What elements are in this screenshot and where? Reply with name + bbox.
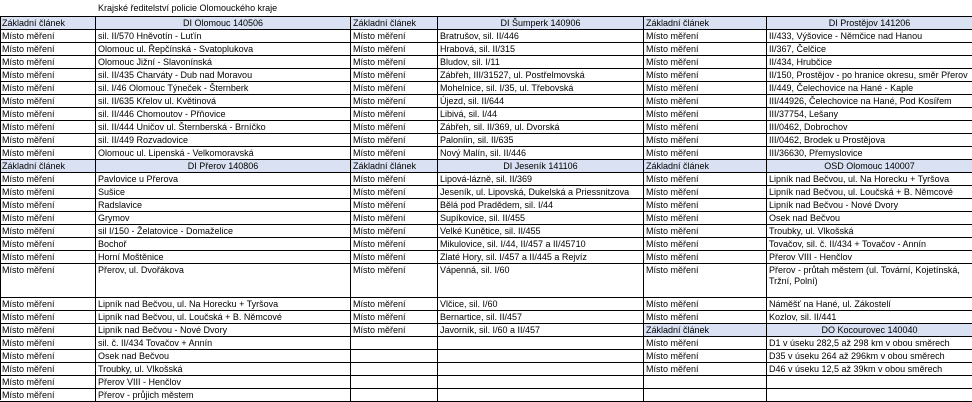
olomouc-location[interactable]: Olomouc ul. Řepčínská - Svatoplukova (96, 43, 351, 56)
prostejov-location[interactable]: III/36630, Přemyslovice (767, 147, 972, 160)
prostejov-location[interactable]: III/44926, Čelechovice na Hané, Pod Kosířem (767, 95, 972, 108)
kocourovec-location[interactable]: D1 v úseku 282,5 až 298 km v obou směrech (767, 337, 972, 350)
olomouc-point-label[interactable]: Místo měření (0, 69, 96, 82)
jesenik-point-label[interactable]: Místo měření (351, 298, 438, 311)
prostejov-point-label[interactable]: Místo měření (644, 121, 767, 134)
prostejov-location[interactable]: II/150, Prostějov - po hranice okresu, směr Přerov (767, 69, 972, 82)
jesenik-point-label[interactable]: Místo měření (351, 324, 438, 337)
sumperk-location[interactable]: Bludov, sil. I/11 (438, 56, 644, 69)
prerov-location[interactable]: Přerov - průjich městem (96, 389, 351, 402)
sumperk-point-label[interactable]: Místo měření (351, 95, 438, 108)
jesenik-point-label[interactable]: Místo měření (351, 186, 438, 199)
empty-cell[interactable] (351, 350, 438, 363)
prerov-point-label[interactable]: Místo měření (0, 389, 96, 402)
prerov-location[interactable]: sil. č. II/434 Tovačov + Annín (96, 337, 351, 350)
prostejov-point-label[interactable]: Místo měření (644, 95, 767, 108)
prostejov-point-label[interactable]: Místo měření (644, 30, 767, 43)
prerov-location[interactable]: Lipník nad Bečvou, ul. Loučská + B. Němcové (96, 311, 351, 324)
osd-point-label[interactable]: Místo měření (644, 251, 767, 264)
kocourovec-point-label[interactable]: Místo měření (644, 350, 767, 363)
osd-point-label[interactable]: Místo měření (644, 212, 767, 225)
jesenik-header[interactable]: DI Jeseník 141106 (438, 160, 644, 173)
sumperk-point-label[interactable]: Místo měření (351, 56, 438, 69)
kocourovec-point-label[interactable]: Místo měření (644, 363, 767, 376)
osd-location[interactable]: Lipník nad Bečvou, ul. Na Horecku + Tyršova (767, 173, 972, 186)
prerov-point-label[interactable]: Místo měření (0, 212, 96, 225)
sumperk-location[interactable]: Paloníin, sil. II/635 (438, 134, 644, 147)
olomouc-location[interactable]: sil. I/46 Olomouc Týneček - Šternberk (96, 82, 351, 95)
prerov-location[interactable]: Sušice (96, 186, 351, 199)
prostejov-type-label[interactable]: Základní článek (644, 17, 767, 30)
kocourovec-location[interactable]: D35 v úseku 264 až 296km v obou směrech (767, 350, 972, 363)
sumperk-location[interactable]: Libivá, sil. I/44 (438, 108, 644, 121)
prerov-location[interactable]: Přerov, ul. Dvořákova (96, 264, 351, 298)
osd-location[interactable]: Kozlov, sil. II/441 (767, 311, 972, 324)
sumperk-point-label[interactable]: Místo měření (351, 82, 438, 95)
prerov-location[interactable]: Bochoř (96, 238, 351, 251)
prerov-point-label[interactable]: Místo měření (0, 225, 96, 238)
olomouc-location[interactable]: sil. II/444 Uničov ul. Šternberská - Brníčko (96, 121, 351, 134)
prostejov-location[interactable]: II/367, Čelčice (767, 43, 972, 56)
jesenik-location[interactable]: Bernartice, sil. II/457 (438, 311, 644, 324)
prostejov-location[interactable]: II/433, Výšovice - Němčice nad Hanou (767, 30, 972, 43)
olomouc-location[interactable]: sil. II/449 Rozvadovice (96, 134, 351, 147)
jesenik-location[interactable]: Mikulovice, sil. I/44, II/457 a II/45710 (438, 238, 644, 251)
empty-cell[interactable] (438, 350, 644, 363)
sumperk-point-label[interactable]: Místo měření (351, 30, 438, 43)
prostejov-point-label[interactable]: Místo měření (644, 69, 767, 82)
empty-cell[interactable] (351, 376, 438, 389)
osd-point-label[interactable]: Místo měření (644, 238, 767, 251)
osd-point-label[interactable]: Místo měření (644, 199, 767, 212)
sumperk-type-label[interactable]: Základní článek (351, 17, 438, 30)
osd-location[interactable]: Přerov - průtah městem (ul. Tovární, Kojetínská, Tržní, Polní) (767, 264, 972, 298)
empty-cell[interactable] (351, 337, 438, 350)
olomouc-point-label[interactable]: Místo měření (0, 147, 96, 160)
prostejov-location[interactable]: II/449, Čelechovice na Hané - Kaple (767, 82, 972, 95)
osd-location[interactable]: Přerov VIII - Henčlov (767, 251, 972, 264)
jesenik-location[interactable]: Vlčice, sil. I/60 (438, 298, 644, 311)
osd-location[interactable]: Tovačov, sil. č. II/434 + Tovačov - Annín (767, 238, 972, 251)
prerov-point-label[interactable]: Místo měření (0, 350, 96, 363)
prerov-location[interactable]: Grymov (96, 212, 351, 225)
jesenik-location[interactable]: Supíkovice, sil. II/455 (438, 212, 644, 225)
osd-type-label[interactable]: Základní článek (644, 160, 767, 173)
empty-cell[interactable] (438, 376, 644, 389)
olomouc-location[interactable]: sil. II/570 Hněvotín - Luťín (96, 30, 351, 43)
prerov-location[interactable]: Lipník nad Bečvou - Nové Dvory (96, 324, 351, 337)
sumperk-location[interactable]: Mohelnice, sil. I/35, ul. Třebovská (438, 82, 644, 95)
jesenik-point-label[interactable]: Místo měření (351, 212, 438, 225)
prerov-point-label[interactable]: Místo měření (0, 199, 96, 212)
olomouc-location[interactable]: sil. II/446 Chomoutov - Přňovice (96, 108, 351, 121)
jesenik-type-label[interactable]: Základní článek (351, 160, 438, 173)
sumperk-point-label[interactable]: Místo měření (351, 69, 438, 82)
jesenik-location[interactable]: Velké Kunětice, sil. II/455 (438, 225, 644, 238)
empty-cell[interactable] (438, 363, 644, 376)
olomouc-location[interactable]: Olomouc Jižní - Slavonínská (96, 56, 351, 69)
osd-location[interactable]: Lipník nad Bečvou, ul. Loučská + B. Němcové (767, 186, 972, 199)
empty-cell[interactable] (438, 337, 644, 350)
jesenik-point-label[interactable]: Místo měření (351, 311, 438, 324)
jesenik-location[interactable]: Javorník, sil. I/60 a II/457 (438, 324, 644, 337)
osd-header[interactable]: OSD Olomouc 140007 (767, 160, 972, 173)
prerov-header[interactable]: DI Přerov 140806 (96, 160, 351, 173)
olomouc-location[interactable]: Olomouc ul. Lipenská - Velkomoravská (96, 147, 351, 160)
prostejov-point-label[interactable]: Místo měření (644, 108, 767, 121)
olomouc-location[interactable]: sil. II/435 Charváty - Dub nad Moravou (96, 69, 351, 82)
prerov-point-label[interactable]: Místo měření (0, 298, 96, 311)
kocourovec-type-label[interactable]: Základní článek (644, 324, 767, 337)
osd-location[interactable]: Troubky, ul. Vlkošská (767, 225, 972, 238)
sumperk-header[interactable]: DI Šumperk 140906 (438, 17, 644, 30)
sumperk-point-label[interactable]: Místo měření (351, 134, 438, 147)
jesenik-location[interactable]: Zlaté Hory, sil. I/457 a II/445 a Rejvíz (438, 251, 644, 264)
prerov-point-label[interactable]: Místo měření (0, 264, 96, 298)
jesenik-location[interactable]: Lipová-lázně, sil. II/369 (438, 173, 644, 186)
kocourovec-header[interactable]: DO Kocourovec 140040 (767, 324, 972, 337)
olomouc-type-label[interactable]: Základní článek (0, 17, 96, 30)
prerov-location[interactable]: Radslavice (96, 199, 351, 212)
osd-location[interactable]: Lipník nad Bečvou - Nové Dvory (767, 199, 972, 212)
osd-point-label[interactable]: Místo měření (644, 264, 767, 298)
olomouc-header[interactable]: DI Olomouc 140506 (96, 17, 351, 30)
prostejov-location[interactable]: III/0462, Dobrochov (767, 121, 972, 134)
jesenik-point-label[interactable]: Místo měření (351, 225, 438, 238)
jesenik-location[interactable]: Vápenná, sil. I/60 (438, 264, 644, 298)
sumperk-point-label[interactable]: Místo měření (351, 147, 438, 160)
prostejov-location[interactable]: III/0462, Brodek u Prostějova (767, 134, 972, 147)
prerov-location[interactable]: Lipník nad Bečvou, ul. Na Horecku + Tyršova (96, 298, 351, 311)
prerov-location[interactable]: Osek nad Bečvou (96, 350, 351, 363)
olomouc-location[interactable]: sil. II/635 Křelov ul. Květinová (96, 95, 351, 108)
jesenik-point-label[interactable]: Místo měření (351, 199, 438, 212)
prerov-point-label[interactable]: Místo měření (0, 186, 96, 199)
prostejov-point-label[interactable]: Místo měření (644, 134, 767, 147)
prerov-point-label[interactable]: Místo měření (0, 251, 96, 264)
empty-cell[interactable] (644, 376, 767, 389)
osd-point-label[interactable]: Místo měření (644, 173, 767, 186)
kocourovec-point-label[interactable]: Místo měření (644, 337, 767, 350)
jesenik-point-label[interactable]: Místo měření (351, 264, 438, 298)
olomouc-point-label[interactable]: Místo měření (0, 95, 96, 108)
empty-cell[interactable] (767, 376, 972, 389)
osd-point-label[interactable]: Místo měření (644, 225, 767, 238)
osd-point-label[interactable]: Místo měření (644, 311, 767, 324)
jesenik-location[interactable]: Bělá pod Pradědem, sil. I/44 (438, 199, 644, 212)
jesenik-point-label[interactable]: Místo měření (351, 238, 438, 251)
empty-cell[interactable] (351, 389, 438, 402)
sumperk-location[interactable]: Újezd, sil. II/644 (438, 95, 644, 108)
sumperk-point-label[interactable]: Místo měření (351, 43, 438, 56)
olomouc-point-label[interactable]: Místo měření (0, 121, 96, 134)
sheet-title[interactable]: Krajské ředitelství policie Olomouckého kraje (96, 2, 351, 15)
prostejov-location[interactable]: III/37754, Lešany (767, 108, 972, 121)
prerov-point-label[interactable]: Místo měření (0, 363, 96, 376)
olomouc-point-label[interactable]: Místo měření (0, 30, 96, 43)
prostejov-point-label[interactable]: Místo měření (644, 147, 767, 160)
prerov-location[interactable]: Pavlovice u Přerova (96, 173, 351, 186)
sumperk-location[interactable]: Nový Malín, sil. II/446 (438, 147, 644, 160)
prerov-point-label[interactable]: Místo měření (0, 376, 96, 389)
osd-location[interactable]: Osek nad Bečvou (767, 212, 972, 225)
olomouc-point-label[interactable]: Místo měření (0, 56, 96, 69)
prostejov-location[interactable]: II/434, Hrubčice (767, 56, 972, 69)
prerov-location[interactable]: sil I/150 - Želatovice - Domaželice (96, 225, 351, 238)
prerov-location[interactable]: Horní Moštěnice (96, 251, 351, 264)
olomouc-point-label[interactable]: Místo měření (0, 43, 96, 56)
olomouc-point-label[interactable]: Místo měření (0, 82, 96, 95)
olomouc-point-label[interactable]: Místo měření (0, 134, 96, 147)
prerov-point-label[interactable]: Místo měření (0, 324, 96, 337)
prerov-location[interactable]: Přerov VIII - Henčlov (96, 376, 351, 389)
prerov-point-label[interactable]: Místo měření (0, 337, 96, 350)
prerov-point-label[interactable]: Místo měření (0, 311, 96, 324)
sumperk-point-label[interactable]: Místo měření (351, 121, 438, 134)
empty-cell[interactable] (351, 363, 438, 376)
empty-cell[interactable] (644, 389, 767, 402)
prostejov-point-label[interactable]: Místo měření (644, 43, 767, 56)
kocourovec-location[interactable]: D46 v úseku 12,5 až 39km v obou směrech (767, 363, 972, 376)
sumperk-location[interactable]: Hrabová, sil. II/315 (438, 43, 644, 56)
jesenik-point-label[interactable]: Místo měření (351, 173, 438, 186)
sumperk-point-label[interactable]: Místo měření (351, 108, 438, 121)
osd-location[interactable]: Náměšť na Hané, ul. Zákostelí (767, 298, 972, 311)
empty-cell[interactable] (767, 389, 972, 402)
sheet-top-border (0, 16, 972, 17)
osd-point-label[interactable]: Místo měření (644, 298, 767, 311)
prerov-point-label[interactable]: Místo měření (0, 173, 96, 186)
jesenik-point-label[interactable]: Místo měření (351, 251, 438, 264)
sumperk-location[interactable]: Zábřeh, III/31527, ul. Postřelmovská (438, 69, 644, 82)
prostejov-point-label[interactable]: Místo měření (644, 56, 767, 69)
empty-cell[interactable] (438, 389, 644, 402)
jesenik-location[interactable]: Jeseník, ul. Lipovská, Dukelská a Priessnitzova (438, 186, 644, 199)
olomouc-point-label[interactable]: Místo měření (0, 108, 96, 121)
prerov-type-label[interactable]: Základní článek (0, 160, 96, 173)
prerov-location[interactable]: Troubky, ul. Vlkošská (96, 363, 351, 376)
prerov-point-label[interactable]: Místo měření (0, 238, 96, 251)
prostejov-header[interactable]: DI Prostějov 141206 (767, 17, 972, 30)
prostejov-point-label[interactable]: Místo měření (644, 82, 767, 95)
sumperk-location[interactable]: Zábřeh, sil. II/369, ul. Dvorská (438, 121, 644, 134)
sheet-left-border (0, 17, 1, 400)
osd-point-label[interactable]: Místo měření (644, 186, 767, 199)
sumperk-location[interactable]: Bratrušov, sil. II/446 (438, 30, 644, 43)
